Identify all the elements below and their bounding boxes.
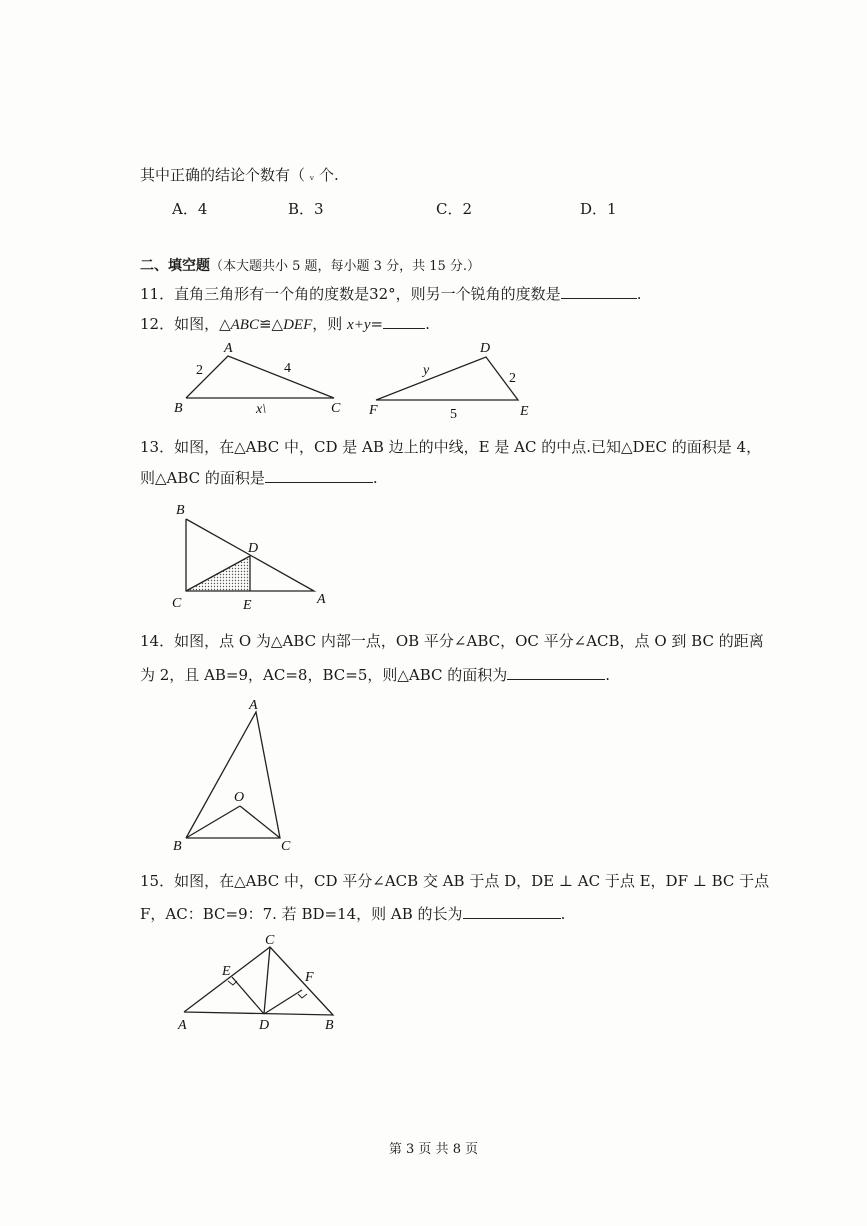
q13-label-c: C [172, 596, 182, 611]
q10-option-c: C．2 [436, 200, 473, 218]
question-13-line2 [140, 467, 378, 488]
section-note: （本大题共小 5 题，每小题 3 分，共 15 分.） [210, 259, 481, 274]
triangle-abc-14 [186, 712, 280, 838]
q13-answer-blank[interactable] [265, 467, 373, 483]
q14-label-a: A [249, 698, 258, 713]
q10-close: 个. [314, 166, 339, 184]
q10-option-b: B．3 [288, 200, 324, 218]
q13-label-a: A [317, 592, 326, 607]
q12-pre: 如图，△ [174, 315, 231, 333]
q15-number: 15． [140, 872, 175, 890]
q12-label-c: C [331, 401, 341, 416]
q12-label-bc: x\ [256, 402, 267, 417]
q12-mid: ，则 [312, 315, 348, 333]
q13-label-b: B [176, 503, 185, 518]
question-14-line2 [140, 664, 610, 685]
q11-number: 11． [140, 285, 175, 303]
q12-label-ac: 4 [284, 361, 291, 376]
q13-text-1: 如图，在△ABC 中，CD 是 AB 边上的中线，E 是 AC 的中点.已知△DEC 的面积是 4， [174, 438, 762, 456]
q15-label-c: C [265, 933, 275, 948]
q15-text-2: F，AC：BC=9：7. 若 BD=14，则 AB 的长为 [140, 905, 463, 923]
q12-label-d: D [480, 341, 491, 356]
q12-label-e: E [520, 404, 529, 419]
question-15-line2 [140, 903, 565, 924]
q12-end: . [425, 315, 430, 333]
q12-abc: ABC [230, 317, 259, 333]
q14-answer-blank[interactable] [507, 664, 605, 680]
q12-def: DEF [283, 317, 313, 333]
q14-figure [186, 712, 280, 838]
q13-text-2: 则△ABC 的面积是 [140, 469, 265, 487]
q12-cong: ≌△ [258, 315, 284, 333]
q15-text-1: 如图，在△ABC 中，CD 平分∠ACB 交 AB 于点 D，DE ⊥ AC 于点 E，DF ⊥ BC 于点 [174, 872, 770, 890]
q15-answer-blank[interactable] [463, 903, 561, 919]
q12-label-a: A [224, 341, 233, 356]
page-footer: 第 3 页 共 8 页 [388, 1142, 479, 1157]
triangle-def [376, 357, 518, 400]
q10-option-a: A．4 [172, 200, 208, 218]
q13-label-e: E [243, 598, 252, 613]
q13-end: . [372, 469, 378, 487]
q14-text-2: 为 2，且 AB=9，AC=8，BC=5，则△ABC 的面积为 [140, 666, 508, 684]
q12-label-f: F [369, 403, 378, 418]
q11-text: 直角三角形有一个角的度数是32°，则另一个锐角的度数是 [174, 285, 561, 303]
q12-label-fe: 5 [450, 407, 457, 422]
q10-option-d: D．1 [580, 200, 617, 218]
q13-number: 13． [140, 438, 175, 456]
q14-label-o: O [234, 790, 245, 805]
q15-label-f: F [305, 970, 314, 985]
q14-label-b: B [173, 839, 182, 854]
q12-label-ab: 2 [196, 363, 203, 378]
q11-end: . [636, 285, 642, 303]
q12-number: 12． [140, 315, 175, 333]
q14-number: 14． [140, 632, 175, 650]
q15-label-e: E [222, 964, 231, 979]
q12-label-fd: y [423, 363, 430, 378]
q12-label-de: 2 [509, 371, 516, 386]
q12-eq: = [370, 315, 384, 333]
question-13-line1 [140, 437, 761, 457]
q15-end: . [560, 905, 566, 923]
q15-label-a: A [178, 1018, 187, 1033]
q12-expr: x+y [347, 317, 371, 333]
q15-label-b: B [325, 1018, 334, 1033]
question-15-line1 [140, 871, 769, 891]
q10-mark: ᵥ [309, 169, 315, 183]
q12-label-b: B [174, 401, 183, 416]
q13-label-d: D [248, 541, 259, 556]
section-title: 二、填空题 [140, 258, 210, 274]
q14-text-1: 如图，点 O 为△ABC 内部一点，OB 平分∠ABC，OC 平分∠ACB，点 O 到 BC 的距离 [174, 632, 764, 650]
q14-end: . [605, 666, 611, 684]
q15-label-d: D [259, 1018, 270, 1033]
q14-label-c: C [281, 839, 291, 854]
question-14-line1 [140, 631, 764, 651]
triangle-abc [186, 356, 334, 398]
q10-text: 其中正确的结论个数有（ [140, 166, 310, 184]
